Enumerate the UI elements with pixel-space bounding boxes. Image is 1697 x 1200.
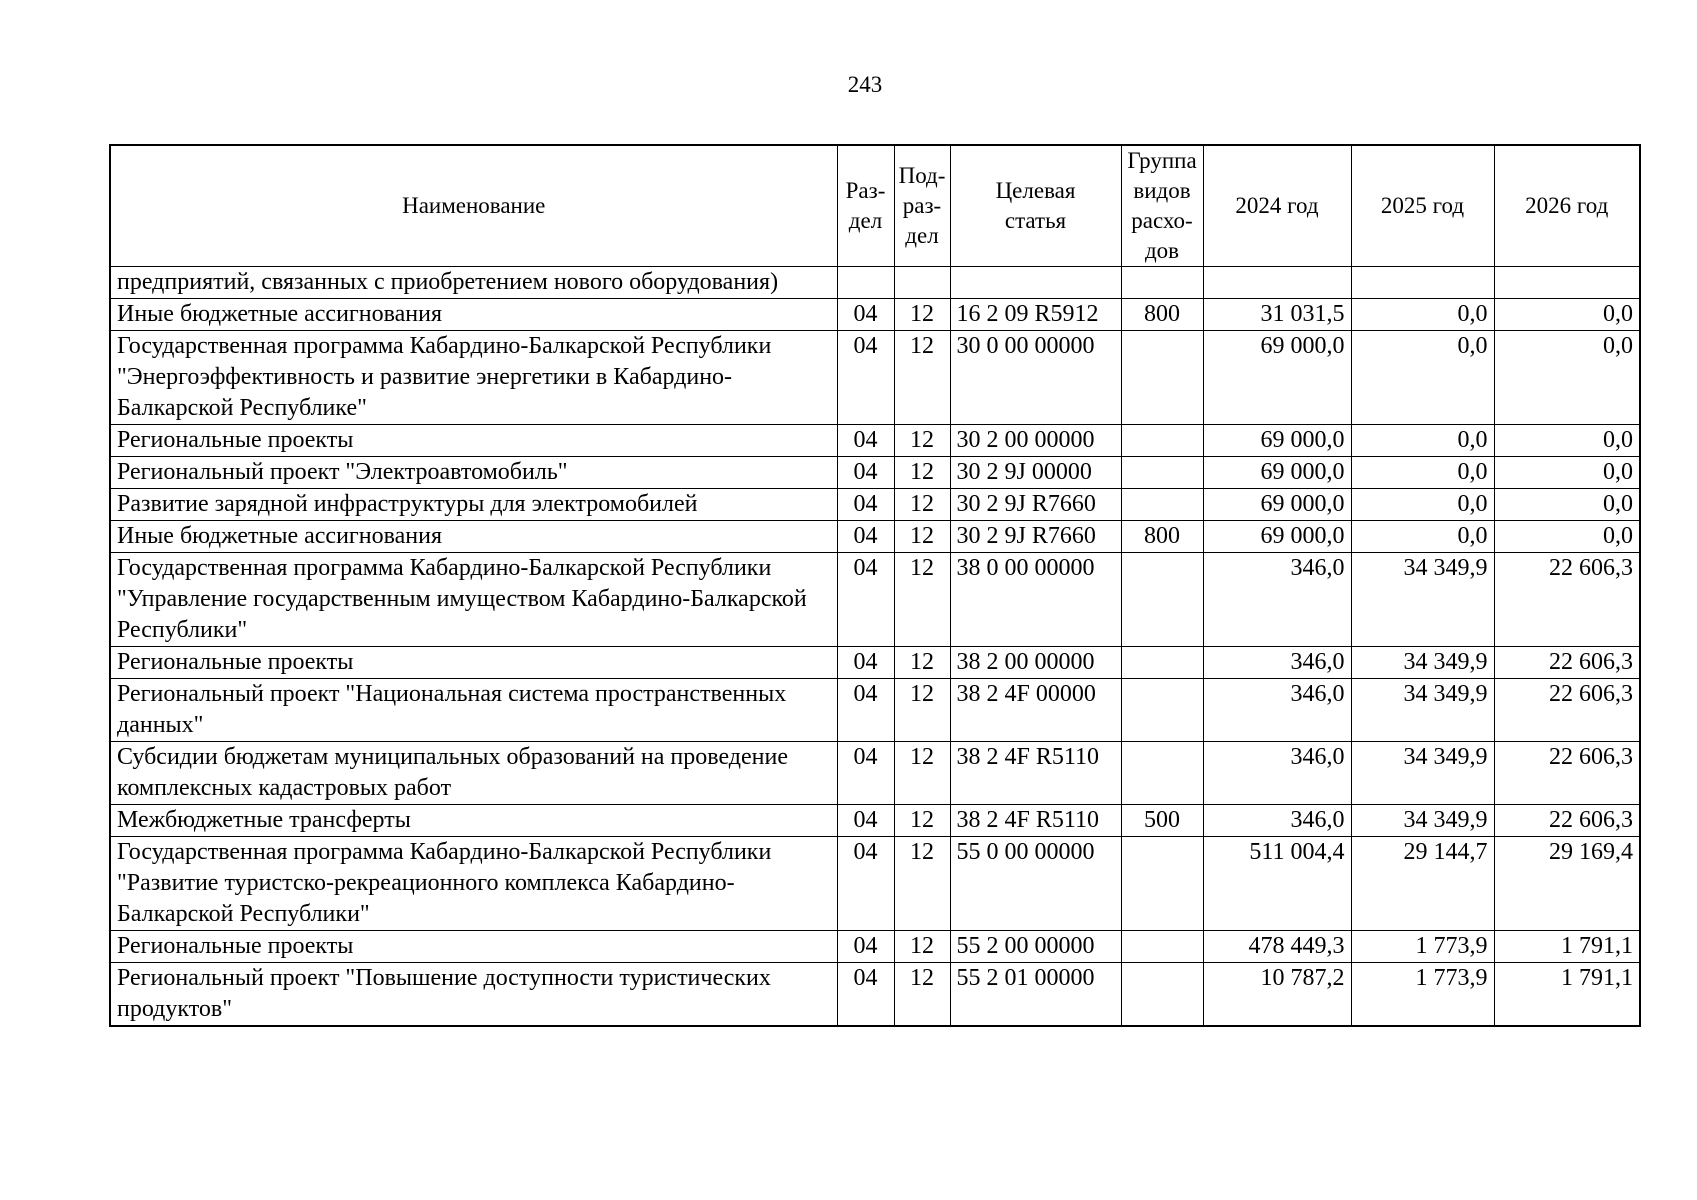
cell-group [1121,963,1203,1027]
cell-2026: 22 606,3 [1494,679,1640,742]
cell-2026: 0,0 [1494,425,1640,457]
header-group: Группа видов расхо-дов [1121,145,1203,267]
cell-target [950,267,1121,299]
cell-2025: 0,0 [1351,521,1494,553]
cell-2025: 29 144,7 [1351,837,1494,931]
cell-razdel: 04 [837,805,894,837]
header-2025: 2025 год [1351,145,1494,267]
cell-name: Субсидии бюджетам муниципальных образований на проведение комплексных кадастровых работ [110,742,837,805]
table-row [110,805,1640,837]
cell-podrazdel: 12 [894,963,950,1027]
cell-2024: 346,0 [1203,553,1351,647]
cell-2025: 1 773,9 [1351,931,1494,963]
cell-2024: 346,0 [1203,805,1351,837]
header-2026: 2026 год [1494,145,1640,267]
cell-name: Региональные проекты [110,931,837,963]
cell-2025: 34 349,9 [1351,679,1494,742]
cell-podrazdel: 12 [894,553,950,647]
cell-target: 38 2 4F R5110 [950,742,1121,805]
cell-2024: 69 000,0 [1203,331,1351,425]
cell-podrazdel: 12 [894,489,950,521]
cell-razdel: 04 [837,521,894,553]
cell-2024: 69 000,0 [1203,425,1351,457]
cell-2024: 511 004,4 [1203,837,1351,931]
cell-target: 30 2 9J R7660 [950,489,1121,521]
cell-razdel: 04 [837,647,894,679]
cell-razdel: 04 [837,425,894,457]
cell-target: 55 2 00 00000 [950,931,1121,963]
table-row [110,679,1640,742]
cell-razdel: 04 [837,679,894,742]
cell-group [1121,267,1203,299]
cell-target: 38 2 00 00000 [950,647,1121,679]
cell-name: Государственная программа Кабардино-Балкарской Республики "Управление государственным имуществом Кабардино-Балкарской Республики" [110,553,837,647]
cell-target: 38 2 4F R5110 [950,805,1121,837]
table-header-row [110,145,1640,267]
cell-podrazdel: 12 [894,647,950,679]
cell-2025: 34 349,9 [1351,647,1494,679]
cell-2026: 1 791,1 [1494,931,1640,963]
budget-table [109,144,1641,1027]
cell-target: 30 0 00 00000 [950,331,1121,425]
cell-razdel [837,267,894,299]
cell-2025: 34 349,9 [1351,805,1494,837]
cell-2024: 69 000,0 [1203,489,1351,521]
table-row [110,931,1640,963]
cell-group [1121,425,1203,457]
table-row [110,963,1640,1027]
cell-target: 16 2 09 R5912 [950,299,1121,331]
cell-name: Государственная программа Кабардино-Балкарской Республики "Энергоэффективность и развитие энергетики в Кабардино-Балкарской Республике" [110,331,837,425]
cell-target: 38 0 00 00000 [950,553,1121,647]
cell-group [1121,931,1203,963]
cell-target: 30 2 9J R7660 [950,521,1121,553]
cell-razdel: 04 [837,299,894,331]
table-row [110,742,1640,805]
table-row [110,647,1640,679]
cell-2025: 0,0 [1351,299,1494,331]
table-row [110,331,1640,425]
cell-podrazdel: 12 [894,837,950,931]
cell-2024: 346,0 [1203,742,1351,805]
cell-2025: 1 773,9 [1351,963,1494,1027]
cell-2026: 0,0 [1494,521,1640,553]
cell-podrazdel: 12 [894,521,950,553]
header-name: Наименование [110,145,837,267]
table-row [110,457,1640,489]
page-number: 243 [847,72,883,97]
table-row [110,553,1640,647]
cell-2025: 0,0 [1351,331,1494,425]
cell-2024: 31 031,5 [1203,299,1351,331]
cell-name: Иные бюджетные ассигнования [110,299,837,331]
cell-podrazdel: 12 [894,805,950,837]
cell-2026: 22 606,3 [1494,553,1640,647]
cell-2025: 0,0 [1351,457,1494,489]
header-razdel: Раз-дел [837,145,894,267]
cell-2024: 346,0 [1203,647,1351,679]
cell-razdel: 04 [837,553,894,647]
cell-group [1121,331,1203,425]
cell-name: Региональный проект "Повышение доступности туристических продуктов" [110,963,837,1027]
cell-2026: 22 606,3 [1494,647,1640,679]
cell-name: Региональные проекты [110,647,837,679]
header-target: Целевая статья [950,145,1121,267]
cell-group [1121,742,1203,805]
cell-podrazdel [894,267,950,299]
cell-2024: 478 449,3 [1203,931,1351,963]
cell-name: Государственная программа Кабардино-Балкарской Республики "Развитие туристско-рекреационного комплекса Кабардино-Балкарской Республики" [110,837,837,931]
cell-razdel: 04 [837,457,894,489]
table-row [110,837,1640,931]
cell-2026: 0,0 [1494,489,1640,521]
cell-group [1121,457,1203,489]
cell-2025 [1351,267,1494,299]
cell-name: Региональные проекты [110,425,837,457]
cell-razdel: 04 [837,742,894,805]
cell-2024: 69 000,0 [1203,521,1351,553]
cell-podrazdel: 12 [894,742,950,805]
cell-podrazdel: 12 [894,457,950,489]
table-row [110,299,1640,331]
cell-name: предприятий, связанных с приобретением нового оборудования) [110,267,837,299]
cell-razdel: 04 [837,931,894,963]
cell-name: Региональный проект "Электроавтомобиль" [110,457,837,489]
table-row [110,489,1640,521]
cell-group [1121,647,1203,679]
cell-2024: 10 787,2 [1203,963,1351,1027]
cell-2026: 29 169,4 [1494,837,1640,931]
cell-target: 30 2 00 00000 [950,425,1121,457]
header-2024: 2024 год [1203,145,1351,267]
cell-2025: 0,0 [1351,425,1494,457]
header-podrazdel: Под-раз-дел [894,145,950,267]
cell-podrazdel: 12 [894,425,950,457]
cell-target: 30 2 9J 00000 [950,457,1121,489]
table-row [110,521,1640,553]
cell-group: 500 [1121,805,1203,837]
cell-target: 55 0 00 00000 [950,837,1121,931]
cell-2026: 1 791,1 [1494,963,1640,1027]
cell-name: Иные бюджетные ассигнования [110,521,837,553]
cell-podrazdel: 12 [894,299,950,331]
cell-podrazdel: 12 [894,331,950,425]
cell-razdel: 04 [837,963,894,1027]
cell-2026: 22 606,3 [1494,805,1640,837]
cell-podrazdel: 12 [894,931,950,963]
cell-name: Межбюджетные трансферты [110,805,837,837]
cell-target: 55 2 01 00000 [950,963,1121,1027]
cell-group [1121,837,1203,931]
cell-2025: 34 349,9 [1351,553,1494,647]
cell-2025: 34 349,9 [1351,742,1494,805]
cell-group [1121,489,1203,521]
cell-2025: 0,0 [1351,489,1494,521]
table-row [110,267,1640,299]
cell-2024: 346,0 [1203,679,1351,742]
cell-2026: 0,0 [1494,299,1640,331]
cell-name: Развитие зарядной инфраструктуры для электромобилей [110,489,837,521]
cell-2026 [1494,267,1640,299]
cell-name: Региональный проект "Национальная система пространственных данных" [110,679,837,742]
cell-group: 800 [1121,299,1203,331]
cell-razdel: 04 [837,331,894,425]
cell-razdel: 04 [837,489,894,521]
cell-group [1121,553,1203,647]
table-row [110,425,1640,457]
cell-razdel: 04 [837,837,894,931]
cell-group: 800 [1121,521,1203,553]
cell-2026: 0,0 [1494,331,1640,425]
cell-2024 [1203,267,1351,299]
cell-group [1121,679,1203,742]
cell-2026: 22 606,3 [1494,742,1640,805]
cell-2026: 0,0 [1494,457,1640,489]
cell-target: 38 2 4F 00000 [950,679,1121,742]
cell-2024: 69 000,0 [1203,457,1351,489]
cell-podrazdel: 12 [894,679,950,742]
